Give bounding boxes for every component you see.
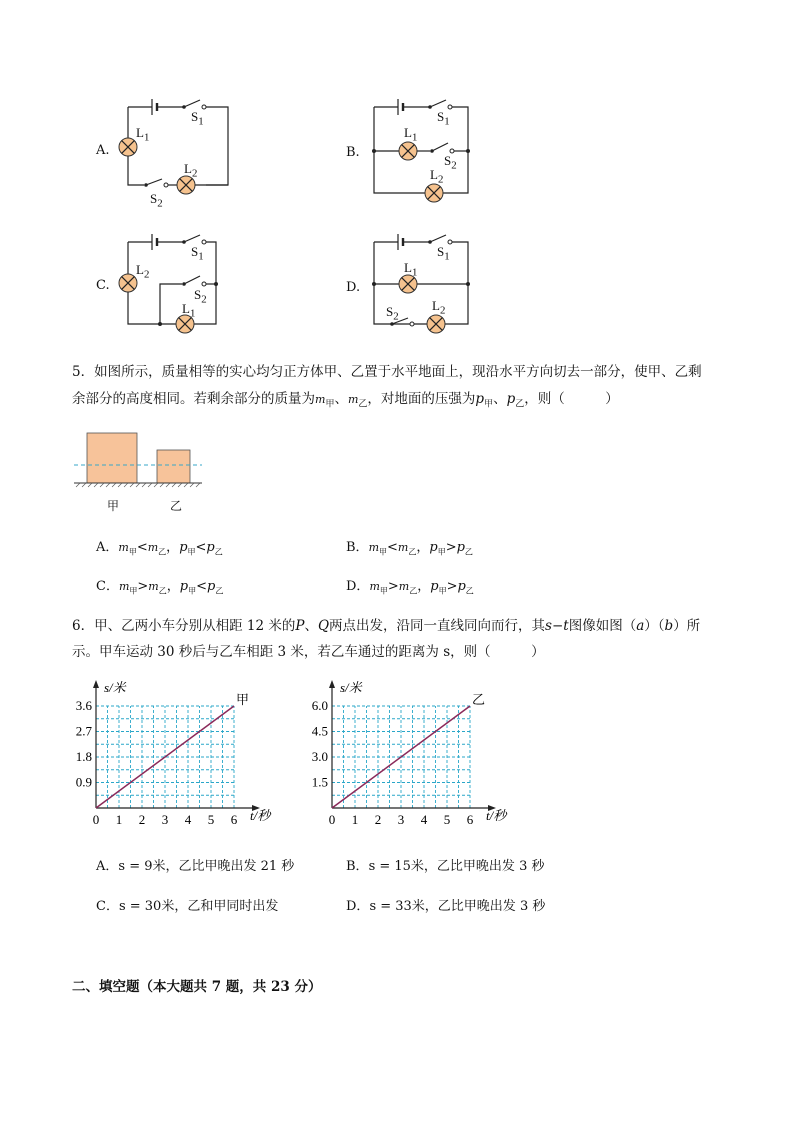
lamp-l1-label: $L_1$ (182, 301, 196, 320)
circuit-diagram-c (116, 232, 236, 337)
x-axis-label: t/秒 (486, 808, 507, 823)
circuit-diagram-b (366, 95, 486, 210)
cubes-figure (72, 428, 207, 490)
x-tick-label: 0 (328, 812, 336, 827)
circuit-option-b (346, 95, 486, 210)
circuit-option-a (96, 95, 236, 210)
x-tick-label: 1 (115, 812, 123, 827)
x-tick-label: 4 (420, 812, 428, 827)
q6-option-c[interactable]: C．s = 30米，乙和甲同时出发 (96, 899, 279, 914)
cube-jia (87, 433, 137, 483)
switch-s1-label: $S_1$ (437, 109, 450, 128)
x-tick-label: 6 (466, 812, 474, 827)
switch-s1-label: $S_1$ (191, 244, 204, 263)
q5-option-a[interactable]: A．$m_甲<m_乙$，$p_甲<p_乙$ (96, 540, 223, 557)
switch-s2-label: $S_2$ (444, 153, 457, 172)
lamp-l1-label: $L_1$ (404, 125, 418, 144)
option-letter: C. (96, 278, 110, 293)
y-axis-label: s/米 (340, 680, 362, 695)
switch-s1-label: $S_1$ (191, 109, 204, 128)
q5-stem-line2: 余部分的高度相同。若剩余部分的质量为$m_甲$、$m_乙$，对地面的压强为$p_甲$、$p_乙$，则（ ） (72, 391, 619, 410)
lamp-l2-label: $L_2$ (136, 262, 150, 281)
y-tick-label: 3.0 (311, 749, 328, 764)
series-label: 乙 (472, 692, 486, 707)
switch-s1-label: $S_1$ (437, 244, 450, 263)
y-axis-label: s/米 (104, 680, 126, 695)
lamp-l2-label: $L_2$ (430, 167, 444, 186)
circuit-diagram-d (366, 232, 486, 337)
x-tick-label: 5 (207, 812, 215, 827)
y-tick-label: 2.7 (75, 723, 92, 739)
ground-hatching (76, 483, 200, 487)
cube-yi (157, 450, 190, 483)
q5-option-c[interactable]: C．$m_甲>m_乙$，$p_甲<p_乙$ (96, 579, 224, 596)
switch-s2-label: $S_2$ (194, 287, 207, 306)
q5-stem-line1: 5．如图所示，质量相等的实心均匀正方体甲、乙置于水平地面上，现沿水平方向切去一部分，使甲、乙剩 (72, 364, 702, 380)
y-tick-label: 1.5 (311, 774, 328, 790)
x-tick-label: 6 (230, 812, 238, 827)
lamp-l1-label: $L_1$ (404, 260, 418, 279)
series-label: 甲 (236, 692, 250, 707)
q6-option-d[interactable]: D．s = 33米，乙比甲晚出发 3 秒 (346, 899, 546, 914)
q6-option-a[interactable]: A．s = 9米，乙比甲晚出发 21 秒 (96, 859, 295, 874)
y-tick-label: 1.8 (75, 749, 92, 764)
y-axis-arrow (93, 680, 99, 688)
section-title: 二、填空题（本大题共 7 题，共 23 分） (72, 979, 322, 995)
x-tick-label: 2 (374, 812, 382, 827)
st-chart-jia (75, 674, 282, 836)
x-tick-label: 5 (443, 812, 451, 827)
lamp-l2-label: $L_2$ (184, 161, 198, 180)
switch-s2-label: $S_2$ (386, 304, 399, 323)
x-tick-label: 2 (138, 812, 146, 827)
y-tick-label: 4.5 (311, 723, 328, 739)
option-letter: D. (346, 280, 361, 295)
q6-stem-line2: 示。甲车运动 30 秒后与乙车相距 3 米，若乙车通过的距离为 s，则（ ） (72, 644, 545, 660)
circuit-option-c (96, 232, 236, 337)
lamp-l1-label: $L_1$ (136, 125, 150, 144)
y-tick-label: 3.6 (75, 698, 92, 713)
circuit-option-d (346, 232, 486, 337)
x-tick-label: 3 (161, 812, 169, 827)
switch-s2-label: $S_2$ (150, 191, 163, 210)
label-yi: 乙 (170, 499, 183, 513)
label-jia: 甲 (107, 499, 120, 513)
x-tick-label: 1 (351, 812, 359, 827)
y-tick-label: 0.9 (75, 774, 92, 790)
x-tick-label: 3 (397, 812, 405, 827)
circuit-diagram-a (116, 95, 236, 210)
q5-option-b[interactable]: B．$m_甲<m_乙$，$p_甲>p_乙$ (346, 540, 473, 557)
lamp-l2-label: $L_2$ (432, 298, 446, 317)
y-tick-label: 6.0 (311, 698, 328, 713)
q6-stem-line1: 6．甲、乙两小车分别从相距 12 米的P、Q两点出发，沿同一直线同向而行，其s−t图像如图（a）（b）所 (72, 618, 701, 634)
option-letter: B. (346, 145, 360, 160)
option-letter: A. (96, 143, 110, 158)
y-axis-arrow (329, 680, 335, 688)
x-tick-label: 0 (92, 812, 100, 827)
x-tick-label: 4 (184, 812, 192, 827)
x-axis-label: t/秒 (250, 808, 271, 823)
q5-option-d[interactable]: D．$m_甲>m_乙$，$p_甲>p_乙$ (346, 579, 474, 596)
q6-option-b[interactable]: B．s = 15米，乙比甲晚出发 3 秒 (346, 859, 545, 874)
st-chart-yi (311, 674, 518, 836)
